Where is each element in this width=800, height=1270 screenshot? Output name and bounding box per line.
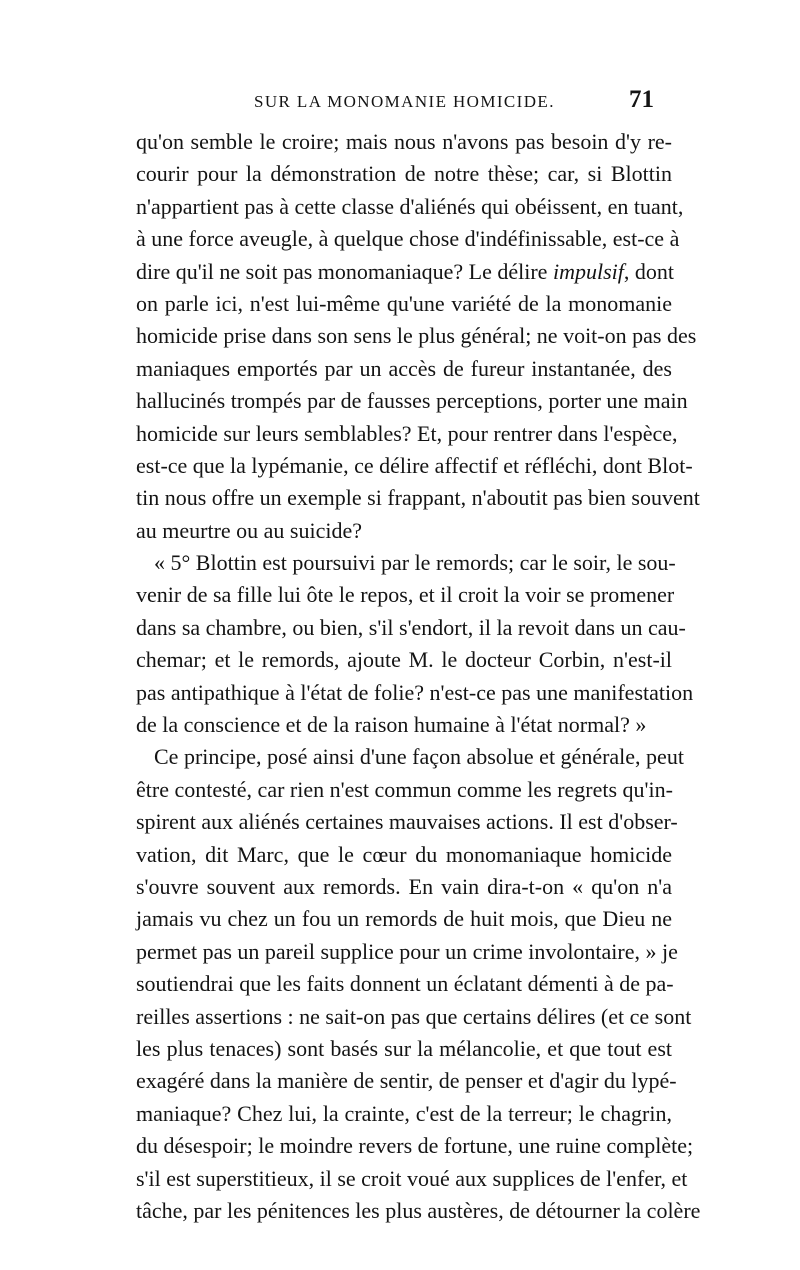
text-line xyxy=(136,936,678,968)
text-line-content: dire qu'il ne soit pas monomaniaque? Le délire xyxy=(136,258,548,284)
text-line-content: vation, dit Marc, que le cœur du monomaniaque homicide xyxy=(136,841,672,867)
text-line xyxy=(136,256,672,288)
text-line xyxy=(136,968,672,1000)
text-line xyxy=(136,644,672,676)
text-line-content: à une force aveugle, à quelque chose d'indéfinissable, est-ce à xyxy=(136,226,680,252)
text-line xyxy=(136,1195,701,1227)
text-line xyxy=(136,871,672,903)
text-line xyxy=(136,418,678,450)
text-line xyxy=(136,1033,672,1065)
text-line-content: être contesté, car rien n'est commun comme les regrets qu'in- xyxy=(136,776,673,802)
text-line-content: homicide sur leurs semblables? Et, pour rentrer dans l'espèce, xyxy=(136,420,678,446)
text-line-content: du désespoir; le moindre revers de fortune, une ruine complète; xyxy=(136,1133,694,1159)
text-line xyxy=(136,612,686,644)
body-text xyxy=(136,126,701,1227)
text-line-content: tâche, par les pénitences les plus austères, de détourner la colère xyxy=(136,1197,701,1223)
italic-term: impulsif xyxy=(552,258,624,284)
text-line xyxy=(136,1001,692,1033)
text-line xyxy=(136,515,672,547)
text-line-content: maniaque? Chez lui, la crainte, c'est de la terreur; le chagrin, xyxy=(136,1100,672,1126)
text-line xyxy=(136,158,672,190)
text-line-content: s'ouvre souvent aux remords. En vain dira-t-on « qu'on n'a xyxy=(136,873,672,899)
text-line-content: tin nous offre un exemple si frappant, n'aboutit pas bien souvent xyxy=(136,485,700,511)
text-line xyxy=(136,1065,677,1097)
text-line-content: est-ce que la lypémanie, ce délire affectif et réfléchi, dont Blot- xyxy=(136,452,693,478)
text-line xyxy=(136,774,672,806)
text-line xyxy=(136,320,697,352)
text-line-content: exagéré dans la manière de sentir, de penser et d'agir du lypé- xyxy=(136,1068,677,1094)
text-line-content: qu'on semble le croire; mais nous n'avons pas besoin d'y re- xyxy=(136,129,672,154)
text-line-content: n'appartient pas à cette classe d'aliénés qui obéissent, en tuant, xyxy=(136,193,684,219)
text-line xyxy=(136,223,680,255)
text-line xyxy=(136,482,700,514)
text-line xyxy=(136,806,678,838)
text-line-content: venir de sa fille lui ôte le repos, et il croit la voir se promener xyxy=(136,582,675,608)
text-line-content: soutiendrai que les faits donnent un éclatant démenti à de pa- xyxy=(136,971,674,997)
text-line-content: jamais vu chez un fou un remords de huit mois, que Dieu ne xyxy=(136,906,672,932)
text-line-content: pas antipathique à l'état de folie? n'est-ce pas une manifestation xyxy=(136,679,694,705)
text-line xyxy=(136,353,672,385)
text-line xyxy=(136,741,684,773)
text-line-content: homicide prise dans son sens le plus général; ne voit-on pas des xyxy=(136,323,697,349)
text-line xyxy=(136,1163,688,1195)
text-line xyxy=(136,579,675,611)
text-line-content: de la conscience et de la raison humaine à l'état normal? » xyxy=(136,712,647,738)
text-line-content: au meurtre ou au suicide? xyxy=(136,517,363,543)
text-line xyxy=(136,709,672,741)
text-line xyxy=(136,903,672,935)
running-title: SUR LA MONOMANIE HOMICIDE. xyxy=(254,92,555,111)
text-line-tail: , dont xyxy=(623,258,674,284)
text-line xyxy=(136,547,676,579)
text-line-content: dans sa chambre, ou bien, s'il s'endort, il la revoit dans un cau- xyxy=(136,614,686,640)
text-line-content: reilles assertions : ne sait-on pas que certains délires (et ce sont xyxy=(136,1003,692,1029)
text-line-content: chemar; et le remords, ajoute M. le docteur Corbin, n'est-il xyxy=(136,647,672,673)
text-line-content: s'il est superstitieux, il se croit voué aux supplices de l'enfer, et xyxy=(136,1165,688,1191)
text-line-content: on parle ici, n'est lui-même qu'une variété de la monomanie xyxy=(136,290,672,316)
text-line xyxy=(136,191,684,223)
text-line-content: les plus tenaces) sont basés sur la mélancolie, et que tout est xyxy=(136,1035,672,1061)
text-line xyxy=(136,1098,672,1130)
text-line xyxy=(136,1130,694,1162)
text-line-content: courir pour la démonstration de notre thèse; car, si Blottin xyxy=(136,161,672,187)
text-line xyxy=(136,126,672,158)
text-line xyxy=(136,839,672,871)
text-line xyxy=(136,450,693,482)
text-line-content: hallucinés trompés par de fausses perceptions, porter une main xyxy=(136,388,688,414)
page-header xyxy=(136,88,656,122)
text-line-content: maniaques emportés par un accès de fureur instantanée, des xyxy=(136,355,672,381)
text-line-content: permet pas un pareil supplice pour un crime involontaire, » je xyxy=(136,938,678,964)
text-line xyxy=(136,677,694,709)
text-line-content: Ce principe, posé ainsi d'une façon absolue et générale, peut xyxy=(154,744,684,770)
text-line xyxy=(136,385,688,417)
text-line-content: « 5° Blottin est poursuivi par le remords; car le soir, le sou- xyxy=(154,550,676,576)
text-line-content: spirent aux aliénés certaines mauvaises actions. Il est d'obser- xyxy=(136,809,678,835)
text-line xyxy=(136,288,672,320)
page-number: 71 xyxy=(629,86,654,113)
